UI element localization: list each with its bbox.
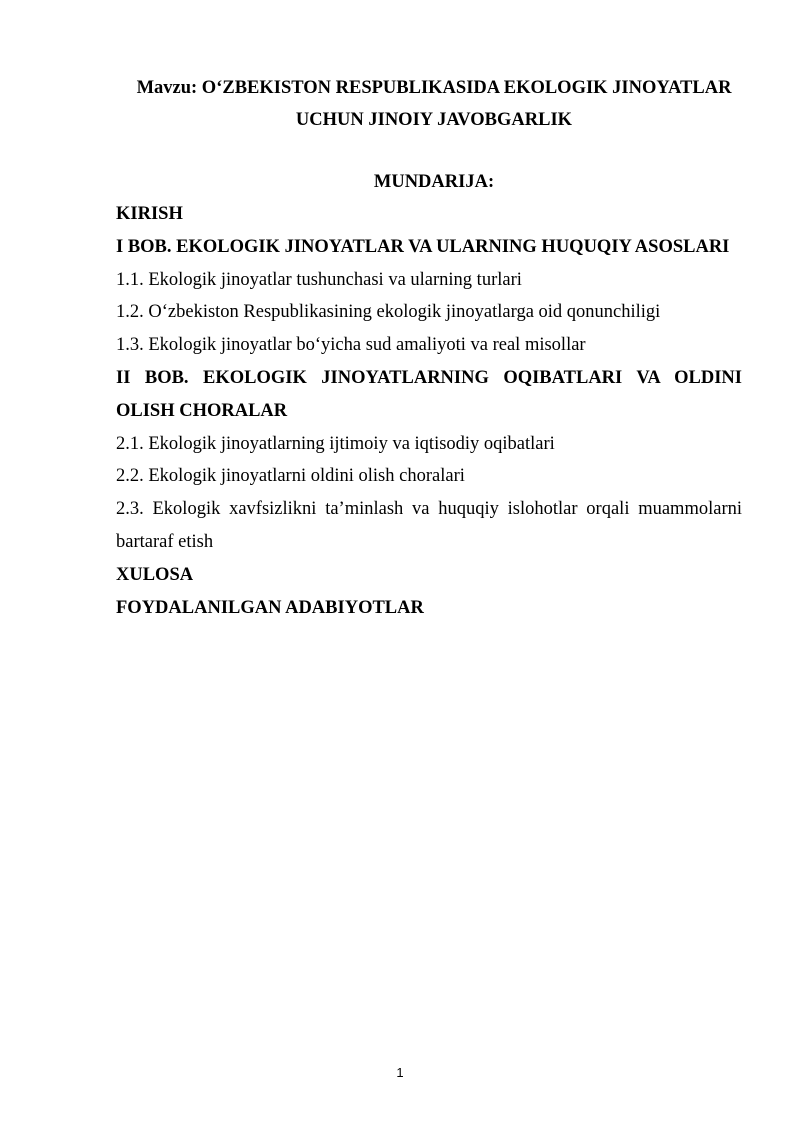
toc-entry-2-3: 2.3. Ekologik xavfsizlikni ta’minlash va huquqiy islohotlar orqali muammolarni bartaraf etish: [116, 499, 742, 552]
toc-entry-2-2: 2.2. Ekologik jinoyatlarni oldini olish choralari: [116, 466, 465, 487]
page-content: [116, 72, 742, 624]
table-of-contents: [116, 198, 742, 624]
toc-entry-1-3: 1.3. Ekologik jinoyatlar bo‘yicha sud amaliyoti va real misollar: [116, 335, 586, 356]
toc-entry-conclusion: XULOSA: [116, 564, 194, 585]
toc-entry-chapter-2: II BOB. EKOLOGIK JINOYATLARNING OQIBATLARI VA OLDINI OLISH CHORALAR: [116, 367, 742, 421]
toc-entry-1-1: 1.1. Ekologik jinoyatlar tushunchasi va ularning turlari: [116, 269, 522, 290]
topic-title: Mavzu: O‘ZBEKISTON RESPUBLIKASIDA EKOLOGIK JINOYATLAR UCHUN JINOIY JAVOBGARLIK: [136, 78, 732, 130]
toc-entry-chapter-1: I BOB. EKOLOGIK JINOYATLAR VA ULARNING HUQUQIY ASOSLARI: [116, 236, 730, 257]
toc-heading: MUNDARIJA:: [373, 172, 495, 192]
toc-entry-references: FOYDALANILGAN ADABIYOTLAR: [116, 597, 424, 618]
toc-entry-2-1: 2.1. Ekologik jinoyatlarning ijtimoiy va iqtisodiy oqibatlari: [116, 433, 555, 454]
page-number: 1: [396, 1065, 404, 1080]
toc-entry-1-2: 1.2. O‘zbekiston Respublikasining ekologik jinoyatlarga oid qonunchiligi: [116, 302, 661, 323]
toc-entry-intro: KIRISH: [116, 204, 183, 224]
